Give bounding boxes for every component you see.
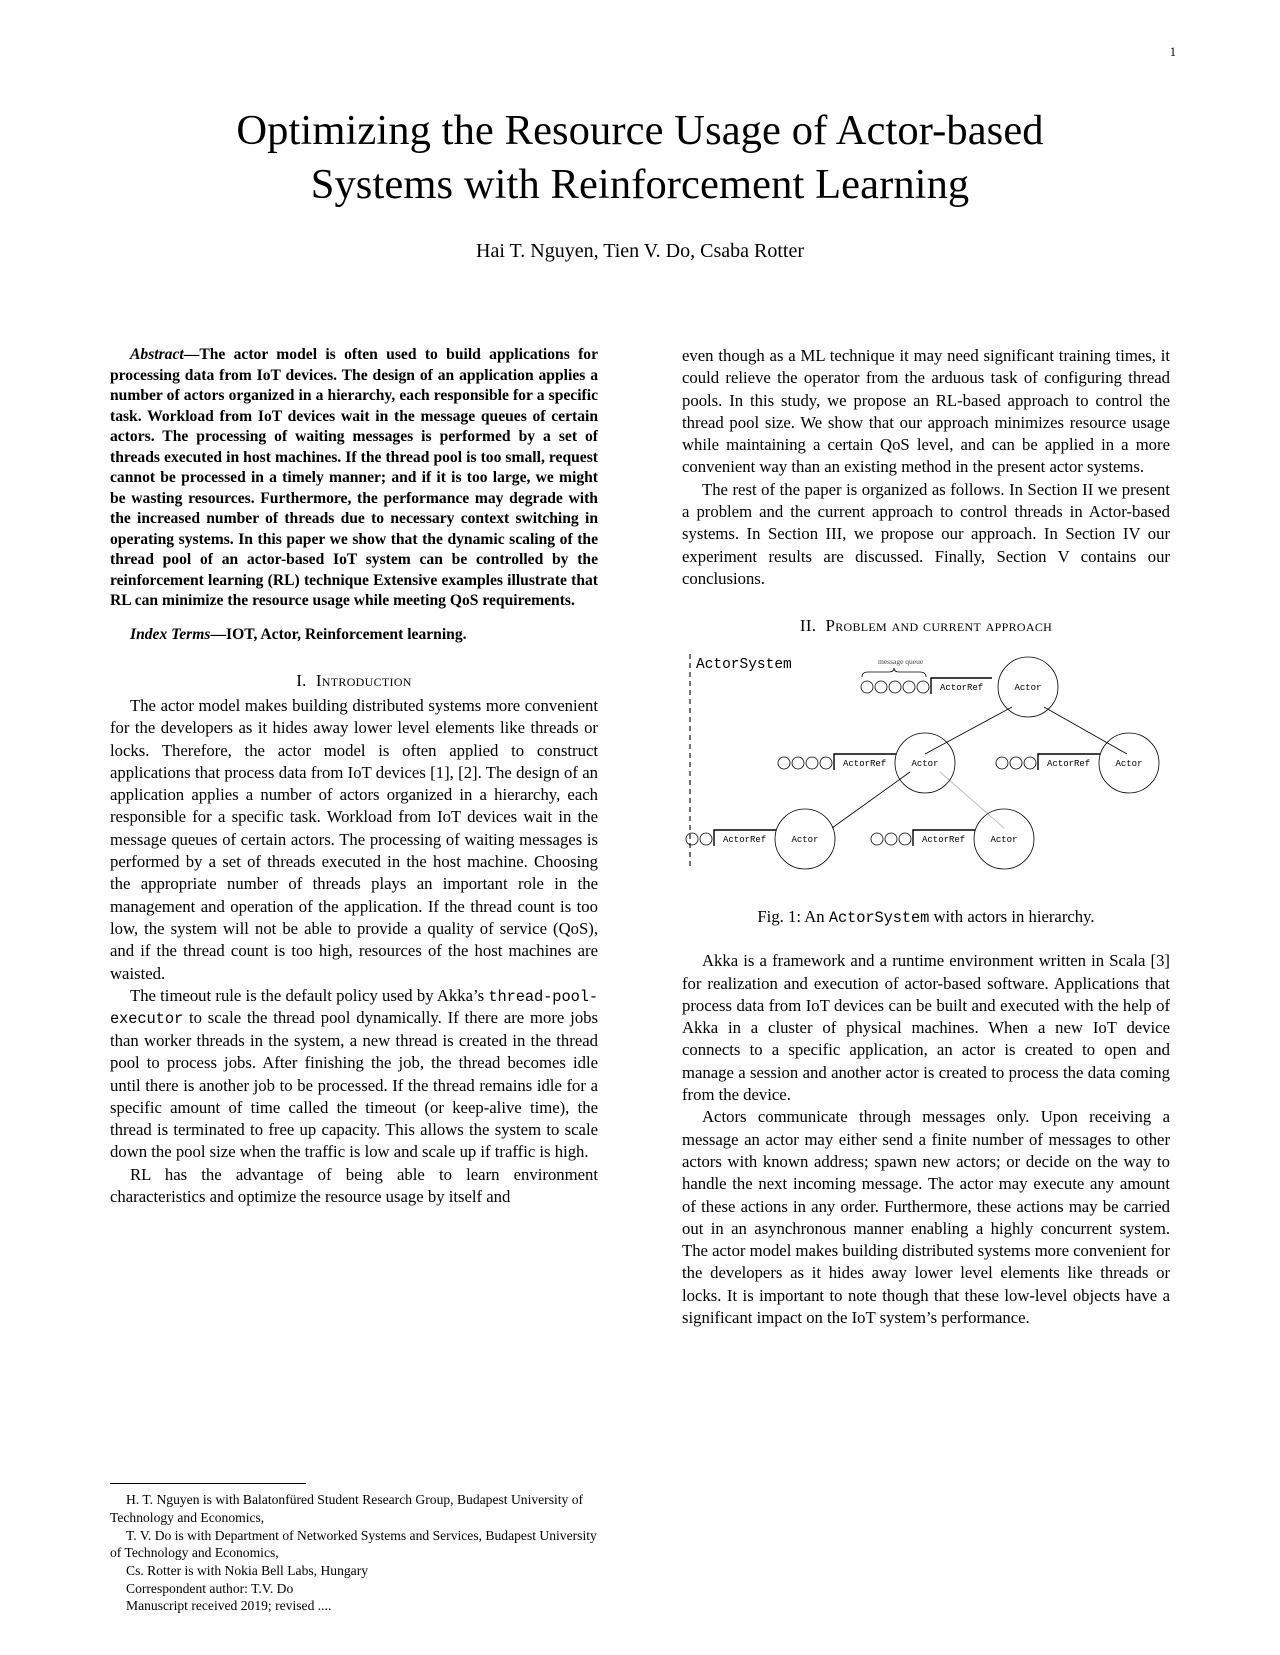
actorref-label-leaf-right: ActorRef (922, 835, 966, 846)
roadmap-paragraph: The rest of the paper is organized as follows. In Section II we present a problem and the current approach to control threads in Actor-based systems. In Section III, we propose our approach. In Section IV our experiment results are discussed. Finally, Section V contains our conclusions. (682, 479, 1170, 588)
caption-actorsystem-code: ActorSystem (828, 909, 930, 928)
rl-paragraph-continued: even though as a ML technique it may need significant training times, it could relieve the operator from the arduous task of configuring thread pools. In this study, we propose an RL-based approach to control the thread pool size. We show that our approach minimizes resource usage while maintaining a certain QoS level, and can be applied in a more convenient way than an existing method in the present actor systems. (682, 346, 1170, 477)
section-numeral-i: I. (296, 671, 307, 690)
abstract-body: The actor model is often used to build applications for processing data from IoT devices. The design of an application applies a number of actors organized in a hierarchy, each responsible for a specific task. Workload from IoT devices wait in the message queues of certain actors. The processing of waiting messages is performed by a set of threads executed in host machines. If the thread pool is too small, request cannot be processed in a timely manner; and if it is too large, we might be wasting resources. Furthermore, the performance may degrade with the increased number of threads due to necessary context switching in operating systems. In this paper we show that the dynamic scaling of the thread pool of an actor-based IoT system can be controlled by the reinforcement learning (RL) technique Extensive examples illustrate that RL can minimize the resource usage while meeting QoS requirements. (110, 346, 598, 609)
timeout-text-after: to scale the thread pool dynamically. If there are more jobs than worker threads in the system, a new thread is created in the thread pool to process jobs. After finishing the job, the thread becomes idle until there is another job to be processed. If the thread remains idle for a specific amount of time called the timeout (or keep-alive time), the thread is terminated to free up capacity. This allows the system to scale down the pool size when the traffic is low and scale up if traffic is high. (110, 1008, 598, 1162)
actorref-label-root: ActorRef (940, 683, 984, 694)
section-title-problem: Problem and current approach (825, 616, 1053, 636)
footnote-block (110, 1483, 598, 1615)
message-queue-mid-right (996, 757, 1036, 769)
section-heading-introduction (110, 671, 598, 691)
figure-caption (682, 906, 1170, 928)
abstract-paragraph (110, 345, 598, 612)
body-columns (110, 345, 1170, 1615)
actor-label-leaf-left: Actor (791, 835, 819, 846)
actorref-label-mid-left: ActorRef (843, 759, 887, 770)
index-terms-label: Index Terms (130, 625, 211, 643)
section-title-introduction: Introduction (315, 671, 412, 690)
message-queue-root (861, 681, 929, 693)
actor-label-root: Actor (1014, 683, 1042, 694)
index-terms-paragraph (110, 625, 598, 646)
caption-text-after: with actors in hierarchy. (929, 907, 1095, 927)
section-numeral-ii: II. (799, 616, 817, 636)
footnote-divider (110, 1483, 306, 1484)
page-title (110, 104, 1170, 212)
abstract-label: Abstract (130, 346, 184, 363)
index-terms-dash: — (210, 625, 227, 643)
author-list: Hai T. Nguyen, Tien V. Do, Csaba Rotter (476, 239, 804, 262)
caption-text-before: Fig. 1: An (757, 907, 829, 927)
actorref-label-mid-right: ActorRef (1047, 759, 1091, 770)
intro-paragraph-timeout (110, 985, 598, 1164)
page-number: 1 (1169, 45, 1176, 59)
footnote-item-3: Cs. Rotter is with Nokia Bell Labs, Hungary (126, 1562, 369, 1578)
actor-label-leaf-right: Actor (990, 835, 1018, 846)
abstract-dash: — (183, 346, 200, 363)
figure-1 (682, 650, 1170, 928)
title-line-1: Optimizing the Resource Usage of Actor-based (236, 107, 1044, 154)
title-line-2: Systems with Reinforcement Learning (310, 160, 970, 208)
footnote-item-1: H. T. Nguyen is with Balatonfüred Student Research Group, Budapest University of Technology and Economics, (110, 1492, 584, 1525)
edge-midleft-to-leafleft (832, 772, 910, 828)
intro-paragraph-1: The actor model makes building distributed systems more convenient for the developers as it hides away lower level elements like threads or locks. Therefore, the actor model is often applied to construct applications that process data from IoT devices [1], [2]. The design of an application applies a number of actors organized in a hierarchy, each responsible for a specific task. Workload from IoT devices wait in the message queues of certain actors. The processing of waiting messages is performed by a set of threads executed in the host machine. Choosing the appropriate number of threads plays an important role in the management and operation of the application. If the thread count is too low, the system will not be able to provide a quality of service (QoS), and if the thread count is too high, resources of the host machines are waisted. (110, 696, 598, 983)
edge-root-to-midleft (925, 707, 1012, 754)
message-queue-leaf-right (871, 833, 911, 845)
problem-paragraph-2: Actors communicate through messages only. Upon receiving a message an actor may either send a finite number of messages to other actors with known address; spawn new actors; or decide on the way to handle the next incoming message. The actor may execute any amount of these actions in any order. Furthermore, these actions may be carried out in an asynchronous manner enabling a highly concurrent system. The actor model makes building distributed systems more convenient for the developers as it hides away lower level elements like threads or locks. It is important to note though that these low-level objects have a significant impact on the IoT system’s performance. (682, 1107, 1170, 1328)
actor-label-mid-left: Actor (911, 759, 939, 770)
actor-system-diagram (682, 650, 1170, 892)
footnote-item-4: Correspondent author: T.V. Do (126, 1580, 294, 1596)
section-heading-problem (682, 616, 1170, 636)
left-column (110, 345, 598, 1615)
problem-paragraph-1: Akka is a framework and a runtime environment written in Scala [3] for realization and execution of actor-based software. Applications that process data from IoT devices can be built and executed with the help of Akka in a cluster of physical machines. When a new IoT device connects to a specific application, an actor is created to open and manage a session and another actor is created to process the data coming from the device. (682, 951, 1170, 1105)
intro-paragraph-rl: RL has the advantage of being able to learn environment characteristics and optimize the resource usage by itself and (110, 1164, 598, 1207)
actor-label-mid-right: Actor (1115, 759, 1143, 770)
message-queue-label: message queue (878, 657, 924, 667)
edge-root-to-midright (1044, 707, 1127, 754)
title-block (110, 104, 1170, 264)
footnote-item-5: Manuscript received 2019; revised .... (126, 1598, 332, 1614)
actorsystem-label: ActorSystem (696, 657, 792, 674)
timeout-text-before: The timeout rule is the default policy used by Akka’s (130, 985, 489, 1005)
thread-pool-executor-code: thread-pool-executor (110, 987, 598, 1029)
message-queue-brace (862, 668, 926, 677)
actorref-label-leaf-left: ActorRef (723, 835, 767, 846)
index-terms-body: IOT, Actor, Reinforcement learning. (226, 625, 467, 643)
footnote-item-2: T. V. Do is with Department of Networked Systems and Services, Budapest University of Technology and Economics, (110, 1527, 597, 1561)
message-queue-mid-left (778, 757, 832, 769)
right-column (682, 345, 1170, 1615)
